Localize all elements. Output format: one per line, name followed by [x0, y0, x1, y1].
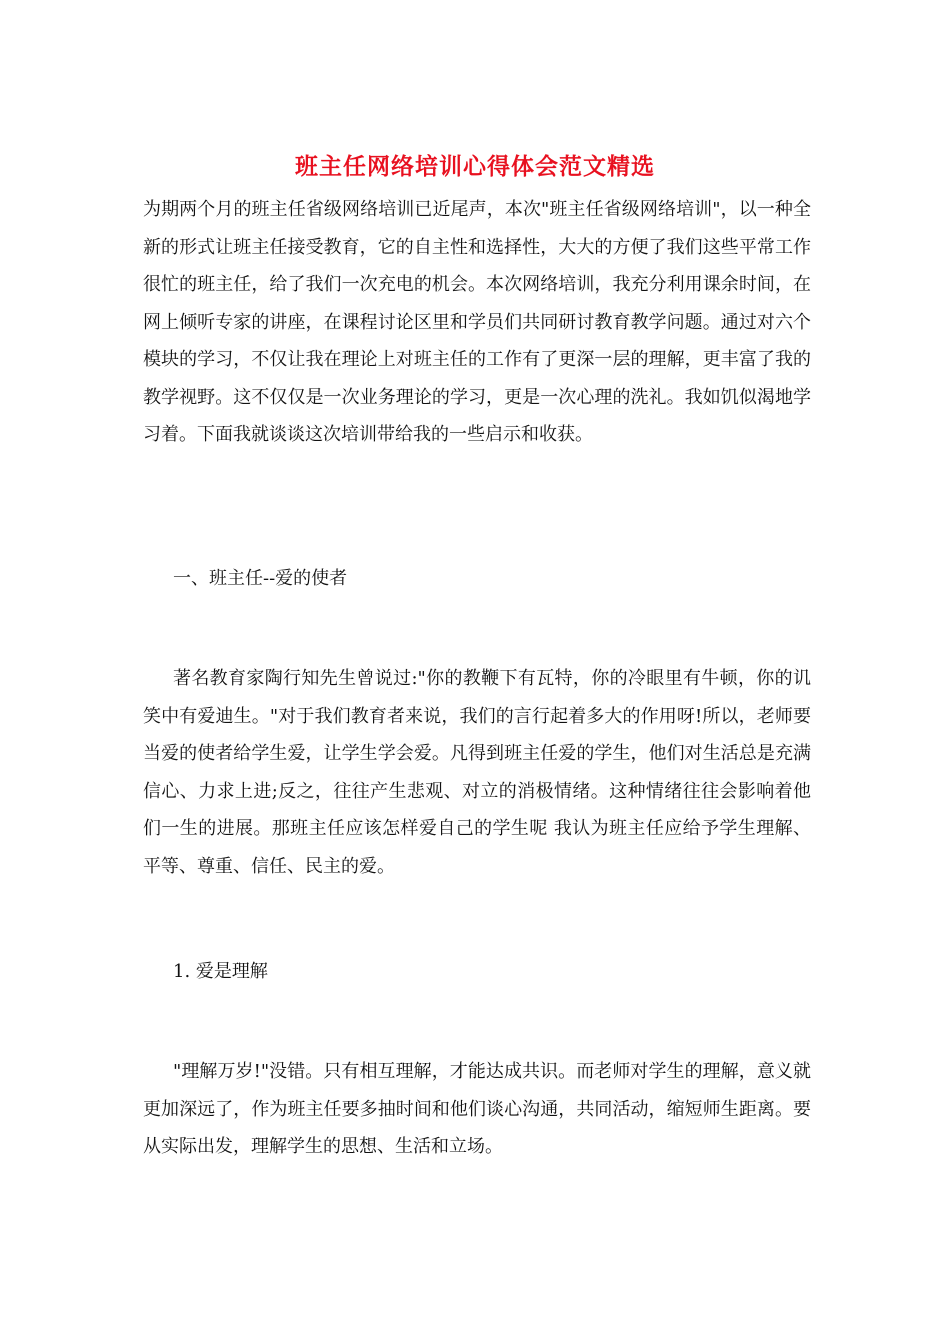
intro-paragraph: 为期两个月的班主任省级网络培训已近尾声，本次"班主任省级网络培训"，以一种全新的形式让班主任接受教育，它的自主性和选择性，大大的方便了我们这些平常工作很忙的班主任，给了我们一次充电的机会。本次网络培训，我充分利用课余时间，在网上倾听专家的讲座，在课程讨论区里和学员们共同研讨教育教学问题。通过对六个模块的学习，不仅让我在理论上对班主任的工作有了更深一层的理解，更丰富了我的教学视野。这不仅仅是一次业务理论的学习，更是一次心理的洗礼。我如饥似渴地学习着。下面我就谈谈这次培训带给我的一些启示和收获。: [143, 199, 811, 445]
document-title: 班主任网络培训心得体会范文精选: [295, 153, 655, 180]
subsection-heading-love-is-understanding: 1. 爱是理解: [173, 961, 268, 982]
section-heading-love-messenger: 一、班主任--爱的使者: [173, 568, 348, 589]
section-body-love-messenger: 著名教育家陶行知先生曾说过:"你的教鞭下有瓦特，你的冷眼里有牛顿，你的讥笑中有爱迪生。"对于我们教育者来说，我们的言行起着多大的作用呀!所以，老师要当爱的使者给学生爱，让学生学会爱。凡得到班主任爱的学生，他们对生活总是充满信心、力求上进;反之，往往产生悲观、对立的消极情绪。这种情绪往往会影响着他们一生的进展。那班主任应该怎样爱自己的学生呢 我认为班主任应给予学生理解、平等、尊重、信任、民主的爱。: [143, 668, 811, 877]
subsection-body-love-is-understanding: "理解万岁!"没错。只有相互理解，才能达成共识。而老师对学生的理解，意义就更加深远了，作为班主任要多抽时间和他们谈心沟通，共同活动，缩短师生距离。要从实际出发，理解学生的思想、生活和立场。: [143, 1061, 811, 1157]
